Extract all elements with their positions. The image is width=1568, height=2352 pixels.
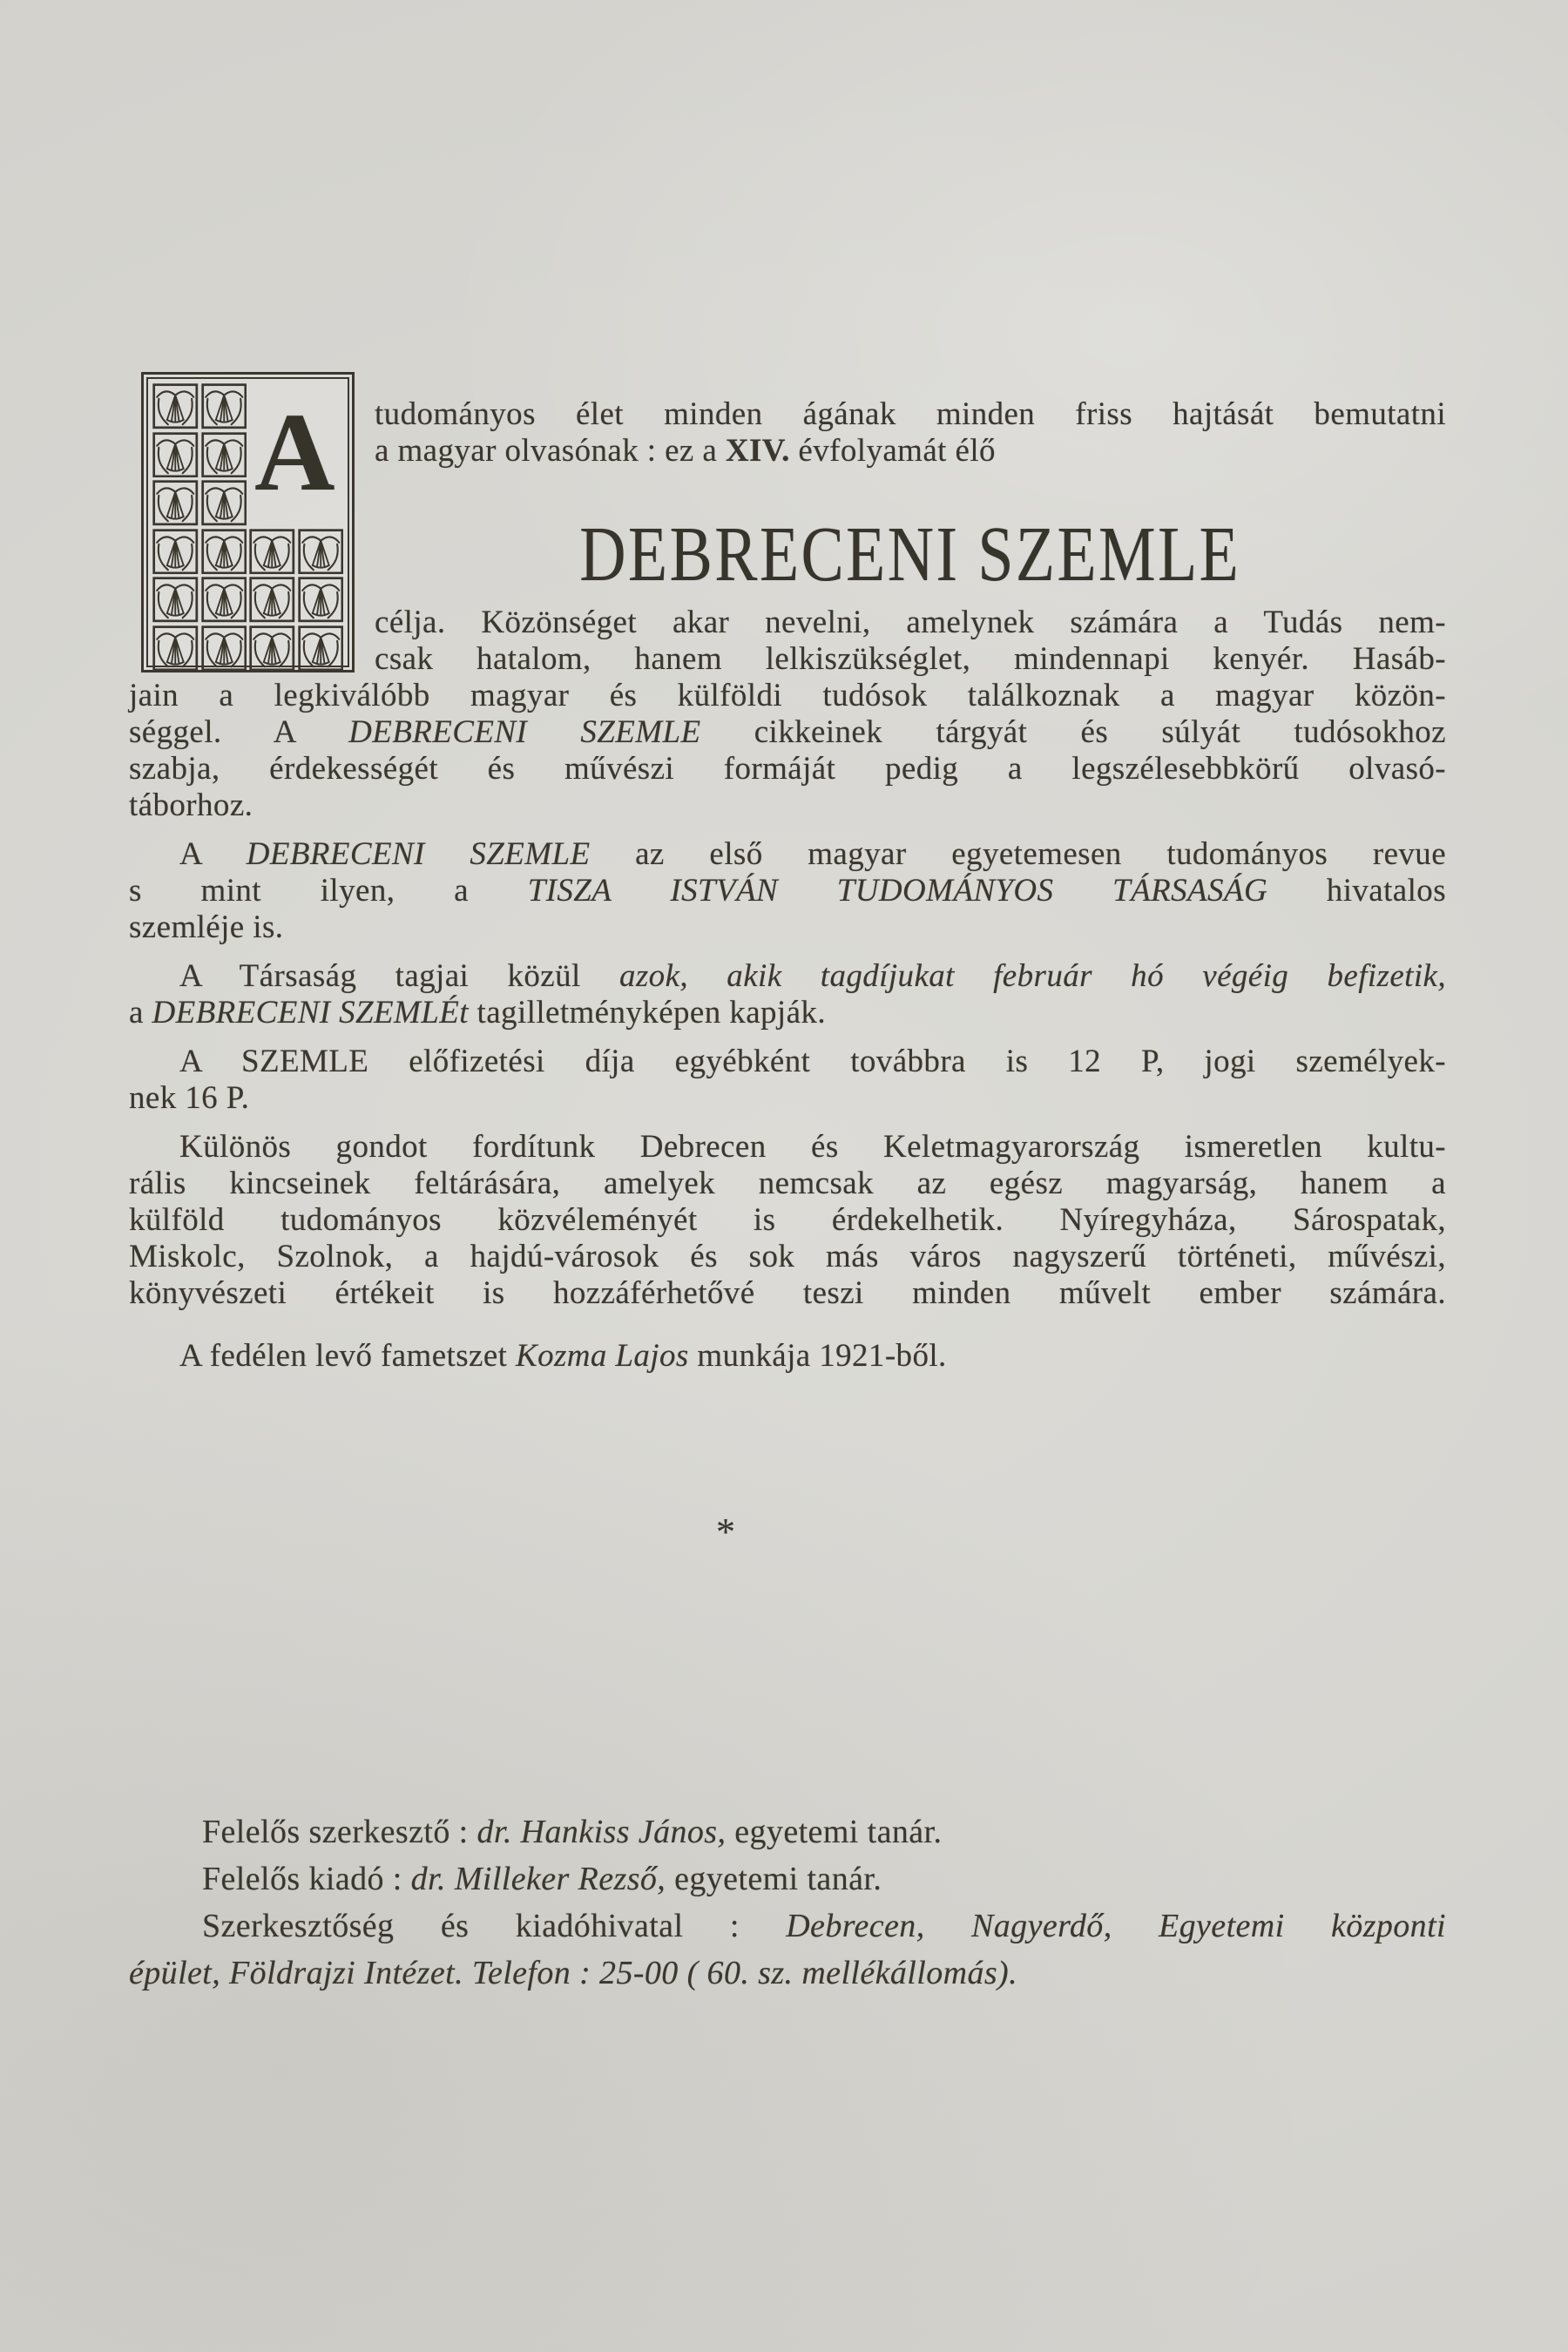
text-run: A Társaság tagjai közül (179, 958, 619, 994)
body-text-line (129, 1275, 1446, 1312)
text-run: Miskolc, Szolnok, a hajdú-városok és sok más város nagyszerű történeti, művészi, (129, 1239, 1446, 1274)
text-run: egyetemi tanár. (666, 1861, 882, 1897)
body-text-line (129, 714, 1446, 751)
text-run: rális kincseinek feltárására, amelyek nemcsak az egész magyarság, hanem a (129, 1166, 1446, 1201)
body-text-line (129, 1129, 1446, 1166)
imprint-line (129, 1903, 1446, 1950)
text-run: munkája 1921-ből. (688, 1338, 947, 1374)
italic-text-run: azok, akik tagdíjukat február hó végéig befizetik, (618, 958, 1447, 994)
main-text-column (129, 389, 1447, 1312)
body-text-line (129, 1166, 1446, 1202)
tulip-motif-tile (201, 625, 247, 672)
body-text-line (129, 1044, 1446, 1080)
body-text-line (129, 1202, 1446, 1239)
text-run: a magyar olvasónak : ez a (375, 433, 726, 469)
body-text-line (129, 958, 1446, 995)
italic-text-run: dr. Milleker Rezső, (410, 1861, 666, 1897)
tulip-motif-tile (201, 577, 247, 623)
text-run: táborhoz. (129, 787, 253, 823)
text-run: A (179, 836, 247, 872)
text-run: A fedélen levő fametszet (179, 1338, 516, 1374)
section-separator-asterisk: * (716, 1511, 735, 1553)
tulip-motif-tile (201, 529, 247, 575)
body-text-line (129, 678, 1446, 714)
tulip-motif-tile (152, 480, 199, 526)
masthead-title-text: DEBRECENI SZEMLE (579, 511, 1241, 598)
tulip-motif-tile (249, 625, 295, 672)
tulip-motif-tile (152, 529, 199, 575)
imprint-line (129, 1808, 1446, 1855)
italic-text-run: Debrecen, Nagyerdő, Egyetemi központi (786, 1908, 1446, 1944)
text-run: jain a legkiválóbb magyar és külföldi tudósok találkoznak a magyar közön- (129, 678, 1446, 713)
cover-note-block (129, 1338, 1446, 1375)
tulip-motif-tile (201, 383, 247, 429)
tulip-motif-tile (298, 625, 344, 672)
text-run: csak hatalom, hanem lelkiszükséglet, mindennapi kenyér. Hasáb- (375, 641, 1446, 677)
body-text-line (129, 873, 1446, 909)
text-run: célja. Közönséget akar nevelni, amelynek számára a Tudás nem- (375, 605, 1446, 640)
body-text-line (129, 995, 1446, 1031)
italic-text-run: DEBRECENI SZEMLE (246, 836, 591, 872)
tulip-motif-tile (201, 432, 247, 478)
text-run: hivatalos (1267, 873, 1446, 909)
text-run: egyetemi tanár. (726, 1814, 943, 1850)
text-run: s mint ilyen, a (129, 873, 528, 909)
cover-note-line (129, 1338, 1446, 1375)
text-run: cikkeinek tárgyát és súlyát tudósokhoz (700, 714, 1447, 750)
text-run: nek 16 P. (129, 1080, 250, 1116)
tulip-motif-tile (201, 480, 247, 526)
text-run: könyvészeti értékeit is hozzáférhetővé teszi minden művelt ember számára. (129, 1275, 1446, 1311)
text-run: az első magyar egyetemesen tudományos revue (590, 836, 1447, 872)
tulip-motif-tile (152, 625, 199, 672)
text-run: szabja, érdekességét és művészi formáját pedig a legszélesebbkörű olvasó- (129, 751, 1446, 787)
italic-text-run: Kozma Lajos (516, 1338, 689, 1374)
drop-cap-initial-letter: A (254, 389, 335, 514)
tulip-motif-tile (249, 529, 295, 575)
text-run: szemléje is. (129, 909, 284, 945)
text-run: tudományos élet minden ágának minden friss hajtását bemutatni (375, 396, 1446, 432)
text-run: séggel. A (129, 714, 349, 750)
tulip-motif-tile (152, 432, 199, 478)
text-run: Felelős szerkesztő : (202, 1814, 477, 1850)
text-run: Különös gondot fordítunk Debrecen és Keletmagyarország ismeretlen kultu- (179, 1129, 1446, 1165)
body-text-line (129, 751, 1446, 787)
tulip-motif-tile (298, 529, 344, 575)
body-text-line (129, 787, 1446, 824)
text-run: évfolyamát élő (789, 433, 996, 469)
imprint-line (129, 1950, 1446, 1997)
woodcut-initial-ornament (141, 372, 355, 672)
italic-text-run: dr. Hankiss János, (476, 1814, 727, 1850)
text-run: tagilletményképen kapják. (468, 995, 826, 1031)
text-run: Szerkesztőség és kiadóhivatal : (202, 1908, 787, 1944)
tulip-motif-tile (152, 577, 199, 623)
tulip-motif-tile (249, 577, 295, 623)
italic-text-run: DEBRECENI SZEMLÉt (152, 995, 469, 1031)
body-text-line (129, 909, 1446, 946)
imprint-block (129, 1808, 1446, 1997)
bold-text-run: XIV. (725, 433, 790, 469)
body-text-line (129, 836, 1446, 873)
italic-text-run: épület, Földrajzi Intézet. Telefon : 25-00 ( 60. sz. mellékállomás). (129, 1955, 1017, 1991)
tulip-motif-tile (298, 577, 344, 623)
italic-text-run: DEBRECENI SZEMLE (348, 714, 701, 750)
tulip-motif-tile (152, 383, 199, 429)
text-run: Felelős kiadó : (202, 1861, 411, 1897)
body-text-line (129, 1239, 1446, 1275)
text-run: A SZEMLE előfizetési díja egyébként továbbra is 12 P, jogi személyek- (179, 1044, 1446, 1079)
text-run: a (129, 995, 152, 1031)
ornament-inner-frame (146, 377, 349, 667)
imprint-line (129, 1855, 1446, 1903)
text-run: külföld tudományos közvéleményét is érdekelhetik. Nyíregyháza, Sárospatak, (129, 1202, 1446, 1238)
body-text-line (129, 1080, 1446, 1117)
italic-text-run: TISZA ISTVÁN TUDOMÁNYOS TÁRSASÁG (527, 873, 1268, 909)
